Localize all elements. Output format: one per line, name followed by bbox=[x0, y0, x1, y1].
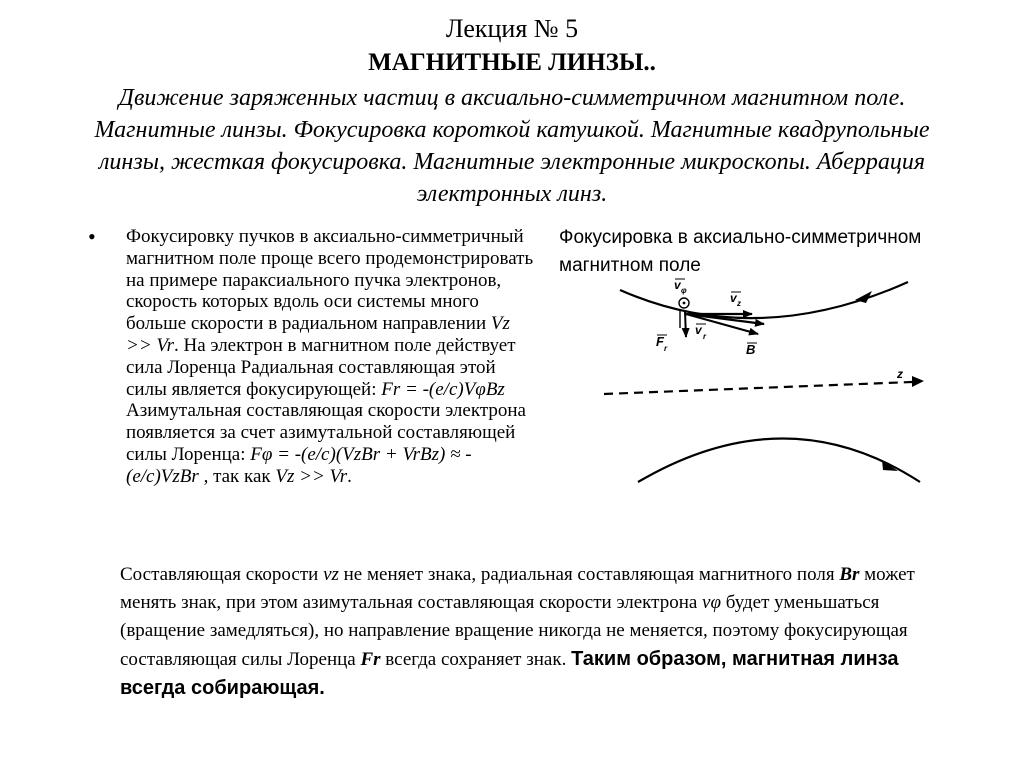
bullet-text bbox=[126, 226, 536, 488]
summary-conclusion: Таким образом, магнитная линза всегда собирающая. bbox=[120, 648, 899, 699]
summary-part-4: будет уменьшаться (вращение замедляться), но направление вращение никогда не меняется, поэтому фокусирующая составляющая силы Лоренца bbox=[120, 592, 908, 670]
bullet-text-part-2: . На электрон в магнитном поле действует сила Лоренца Радиальная составляющая этой силы является фокусирующей: bbox=[126, 334, 516, 400]
slide-header bbox=[0, 14, 1024, 210]
summary-vz: vz bbox=[323, 564, 339, 585]
summary-vphi: vφ bbox=[702, 592, 721, 613]
diagram-caption: Фокусировка в аксиально-симметричном магнитном поле bbox=[559, 227, 922, 276]
slide-subtitle: Движение заряженных частиц в аксиально-симметричном магнитном поле. Магнитные линзы. Фокусировка короткой катушкой. Магнитные квадрупольные линзы, жесткая фокусировка. Магнитные электронные микроскопы. Аберрация электронных линз. bbox=[94, 85, 930, 207]
z-axis-arrow bbox=[912, 376, 924, 387]
bullet-marker: • bbox=[88, 224, 96, 249]
bullet-text-part-4: , так как bbox=[198, 465, 276, 487]
label-b: B bbox=[746, 342, 756, 357]
velocity-relation-repeat: Vz >> Vr bbox=[275, 465, 348, 487]
summary-br: Br bbox=[839, 564, 860, 585]
v-phi-dot bbox=[683, 302, 686, 305]
velocity-relation: Vz >> Vr bbox=[126, 313, 510, 356]
slide-title: МАГНИТНЫЕ ЛИНЗЫ.. bbox=[368, 49, 656, 76]
label-v-phi-sub: φ bbox=[681, 286, 687, 295]
summary-fr: Fr bbox=[360, 649, 381, 670]
bullet-text-part-3: Азимутальная составляющая скорости электрона появляется за счет азимутальной составляющей силы Лоренца: bbox=[126, 400, 526, 465]
summary-part-3: может менять знак, при этом азимутальная составляющая скорости электрона bbox=[120, 564, 915, 613]
azimuthal-force-formula: Fφ = -(e/c)(VzBr + VrBz) ≈ -(e/c)VzBr bbox=[126, 443, 472, 487]
lecture-number: Лекция № 5 bbox=[445, 14, 579, 43]
summary-paragraph bbox=[120, 561, 950, 703]
label-vz: v bbox=[730, 291, 737, 305]
label-vr-sub: r bbox=[703, 332, 707, 341]
z-axis bbox=[604, 382, 912, 394]
summary-part-2: не меняет знака, радиальная составляющая магнитного поля bbox=[338, 564, 840, 585]
lower-trajectory bbox=[638, 439, 920, 483]
label-fr: F bbox=[656, 334, 664, 349]
bullet-text-part-1: Фокусировку пучков в аксиально-симметричный магнитном поле проще всего продемонстрировать на примере параксиального пучка электронов, скорость которых вдоль оси системы много больше скорости в радиальном направлении bbox=[126, 226, 534, 335]
label-z-axis: z bbox=[897, 367, 903, 381]
label-vr: v bbox=[695, 323, 702, 337]
summary-part-5: всегда сохраняет знак. bbox=[380, 649, 572, 670]
vr-vector bbox=[685, 312, 686, 337]
label-v-phi: v bbox=[674, 278, 681, 292]
summary-part-1: Составляющая скорости bbox=[120, 564, 324, 585]
bullet-text-part-5: . bbox=[347, 465, 352, 487]
label-fr-sub: r bbox=[664, 344, 668, 353]
focusing-diagram bbox=[596, 270, 926, 495]
radial-force-formula: Fr = -(e/c)VφBz bbox=[381, 378, 505, 400]
label-vz-sub: z bbox=[737, 299, 741, 308]
